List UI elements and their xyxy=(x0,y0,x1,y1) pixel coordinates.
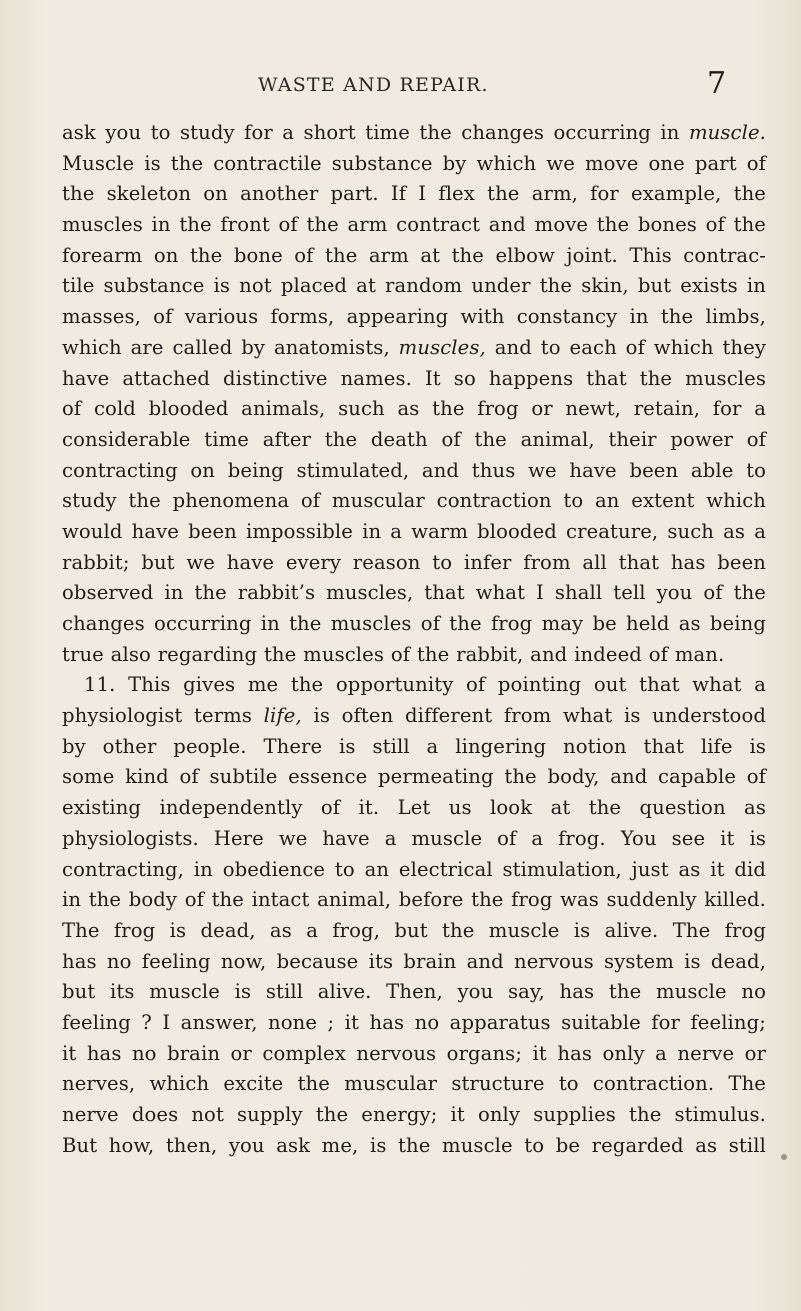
text-segment: nerve does not supply the energy; it only supplies the stimulus. xyxy=(62,1103,766,1126)
text-segment: has no feeling now, because its brain and nervous system is dead, xyxy=(62,949,766,973)
text-line xyxy=(62,1131,766,1162)
text-segment: which are called by anatomists, xyxy=(62,335,399,359)
text-segment: The frog is dead, as a frog, but the muscle is alive. The frog xyxy=(62,918,766,942)
text-segment: the skeleton on another part. If I flex the arm, for example, the xyxy=(62,182,766,206)
text-line xyxy=(62,425,766,456)
text-line xyxy=(62,517,766,548)
running-head xyxy=(0,62,801,102)
text-line xyxy=(62,486,766,517)
italic-term: muscles, xyxy=(398,335,486,359)
text-segment: nerves, which excite the muscular structure to contraction. The xyxy=(62,1072,766,1096)
text-segment: true also regarding the muscles of the rabbit, and indeed of man. xyxy=(62,642,725,666)
text-line xyxy=(62,578,766,609)
text-segment: but its muscle is still alive. Then, you say, has the muscle no xyxy=(62,980,766,1004)
paper-speck xyxy=(781,1154,787,1160)
text-segment: contracting on being stimulated, and thus we have been able to xyxy=(62,458,766,482)
text-line xyxy=(62,118,766,149)
running-head-title: WASTE AND REPAIR. xyxy=(258,74,489,96)
text-segment: feeling ? I answer, none ; it has no apparatus suitable for feeling; xyxy=(62,1010,766,1034)
text-segment: it has no brain or complex nervous organs; it has only a nerve or xyxy=(62,1041,766,1065)
text-segment: rabbit; but we have every reason to infer from all that has been xyxy=(62,550,766,574)
text-segment: physiologists. Here we have a muscle of a frog. You see it is xyxy=(62,826,766,850)
text-segment: some kind of subtile essence permeating the body, and capable of xyxy=(62,765,766,789)
text-segment: tile substance is not placed at random under the skin, but exists in xyxy=(62,274,766,298)
text-line xyxy=(62,548,766,579)
text-line xyxy=(62,855,766,886)
text-line xyxy=(62,149,766,180)
text-line xyxy=(62,1039,766,1070)
text-segment: physiologist terms xyxy=(62,704,264,728)
text-line xyxy=(62,916,766,947)
text-segment: masses, of various forms, appearing with constancy in the limbs, xyxy=(62,305,766,329)
text-segment: of cold blooded animals, such as the frog or newt, retain, for a xyxy=(62,397,766,421)
text-segment: Muscle is the contractile substance by which we move one part of xyxy=(62,151,766,175)
text-line xyxy=(62,1100,766,1131)
text-segment: forearm on the bone of the arm at the elbow joint. This contrac- xyxy=(62,243,766,267)
text-line xyxy=(62,241,766,272)
text-line xyxy=(62,824,766,855)
text-segment: have attached distinctive names. It so happens that the muscles xyxy=(62,366,766,390)
text-line xyxy=(62,302,766,333)
text-segment: considerable time after the death of the animal, their power of xyxy=(62,427,766,451)
italic-term: life, xyxy=(263,704,302,728)
text-line xyxy=(62,1008,766,1039)
text-line xyxy=(62,640,766,671)
text-line xyxy=(62,1069,766,1100)
text-line xyxy=(62,271,766,302)
text-line xyxy=(62,456,766,487)
text-line xyxy=(62,333,766,364)
text-segment: changes occurring in the muscles of the frog may be held as being xyxy=(62,612,766,635)
text-line xyxy=(62,977,766,1008)
text-segment: in the body of the intact animal, before the frog was suddenly killed. xyxy=(62,888,766,912)
text-line xyxy=(62,179,766,210)
text-segment: existing independently of it. Let us look at the question as xyxy=(62,796,766,820)
body-text xyxy=(62,118,766,1161)
text-segment: would have been impossible in a warm blooded creature, such as a xyxy=(62,519,766,543)
text-segment: is often different from what is understood xyxy=(301,704,766,728)
text-line xyxy=(62,701,766,732)
text-segment: by other people. There is still a lingering notion that life is xyxy=(62,734,766,758)
text-segment: 11. This gives me the opportunity of pointing out that what a xyxy=(84,673,766,697)
text-segment: and to each of which they xyxy=(485,335,767,359)
text-line xyxy=(62,947,766,978)
text-line xyxy=(62,762,766,793)
text-line xyxy=(62,394,766,425)
italic-term: muscle. xyxy=(688,121,766,144)
page-number: 7 xyxy=(707,66,727,101)
text-segment: But how, then, you ask me, is the muscle to be regarded as still xyxy=(62,1133,766,1157)
text-line xyxy=(62,364,766,395)
text-line xyxy=(62,670,766,701)
text-line xyxy=(62,609,766,640)
text-line xyxy=(62,885,766,916)
text-line xyxy=(62,732,766,763)
text-segment: observed in the rabbit’s muscles, that what I shall tell you of the xyxy=(62,581,766,605)
text-segment: study the phenomena of muscular contraction to an extent which xyxy=(62,489,766,513)
text-line xyxy=(62,210,766,241)
text-line xyxy=(62,793,766,824)
text-segment: muscles in the front of the arm contract and move the bones of the xyxy=(62,213,766,237)
text-segment: ask you to study for a short time the changes occurring in xyxy=(62,121,689,144)
text-segment: contracting, in obedience to an electrical stimulation, just as it did xyxy=(62,857,766,881)
